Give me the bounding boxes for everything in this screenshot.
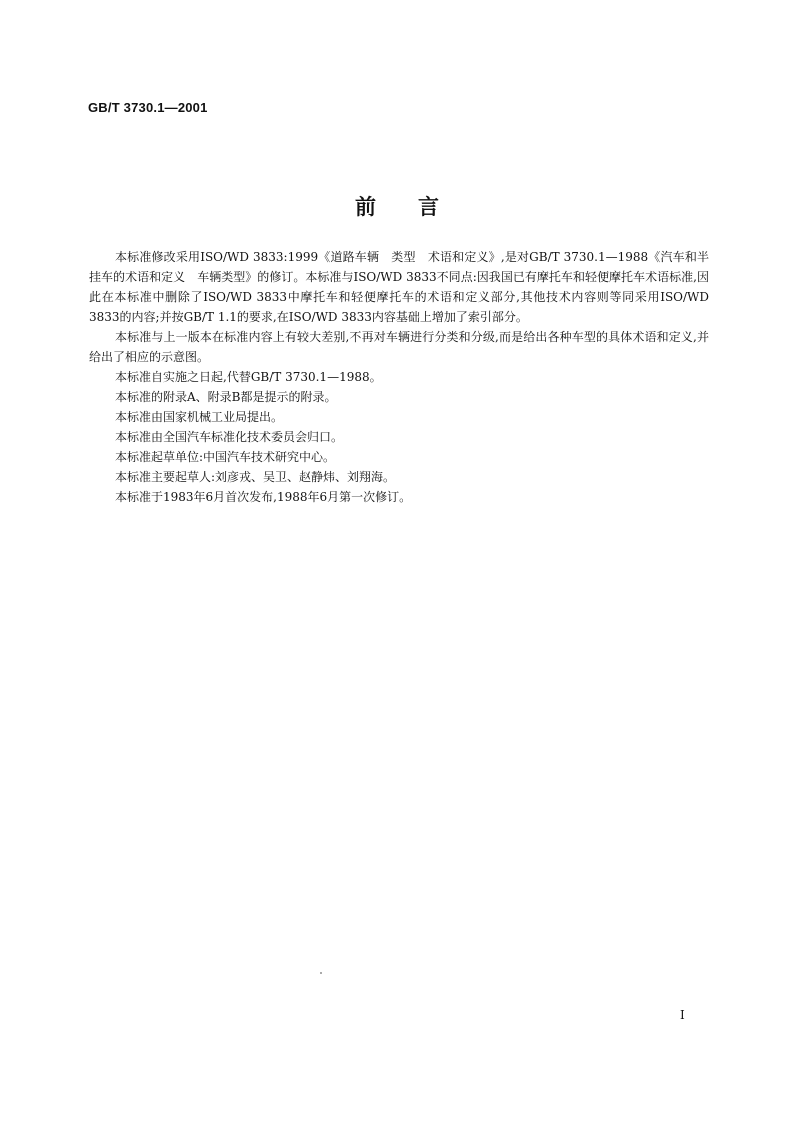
paragraph-annexes: 本标准的附录A、附录B都是提示的附录。 — [115, 390, 337, 404]
standard-code: GB/T 3730.1—2001 — [88, 100, 208, 115]
page-number: I — [680, 1008, 685, 1022]
paragraph-drafting-unit: 本标准起草单位:中国汽车技术研究中心。 — [115, 450, 336, 464]
paragraph-differences: 本标准与上一版本在标准内容上有较大差别,不再对车辆进行分类和分级,而是给出各种车型的具体术语和定义,并给出了相应的示意图。 — [89, 330, 709, 364]
paragraph-adoption: 本标准修改采用ISO/WD 3833:1999《道路车辆 类型 术语和定义》,是对GB/T 3730.1—1988《汽车和半挂车的术语和定义 车辆类型》的修订。本标准与ISO/WD 3833不同点:因我国已有摩托车和轻便摩托车术语标准,因此在本标准中删除了ISO/WD 3833中摩托车和轻便摩托车的术语和定义部分,其他技术内容则等同采用ISO/WD 3833的内容;并按GB/T 1.1的要求,在ISO/WD 3833内容基础上增加了索引部分。 — [89, 250, 709, 324]
paragraph-committee: 本标准由全国汽车标准化技术委员会归口。 — [115, 430, 344, 444]
page-title: 前言 — [355, 194, 481, 219]
scan-speck — [320, 972, 322, 974]
paragraph-proposer: 本标准由国家机械工业局提出。 — [115, 410, 284, 424]
foreword-body — [89, 247, 709, 507]
paragraph-history: 本标准于1983年6月首次发布,1988年6月第一次修订。 — [115, 490, 412, 504]
paragraph-replacement: 本标准自实施之日起,代替GB/T 3730.1—1988。 — [115, 370, 382, 384]
paragraph-drafters: 本标准主要起草人:刘彦戎、吴卫、赵静炜、刘翔海。 — [115, 470, 396, 484]
